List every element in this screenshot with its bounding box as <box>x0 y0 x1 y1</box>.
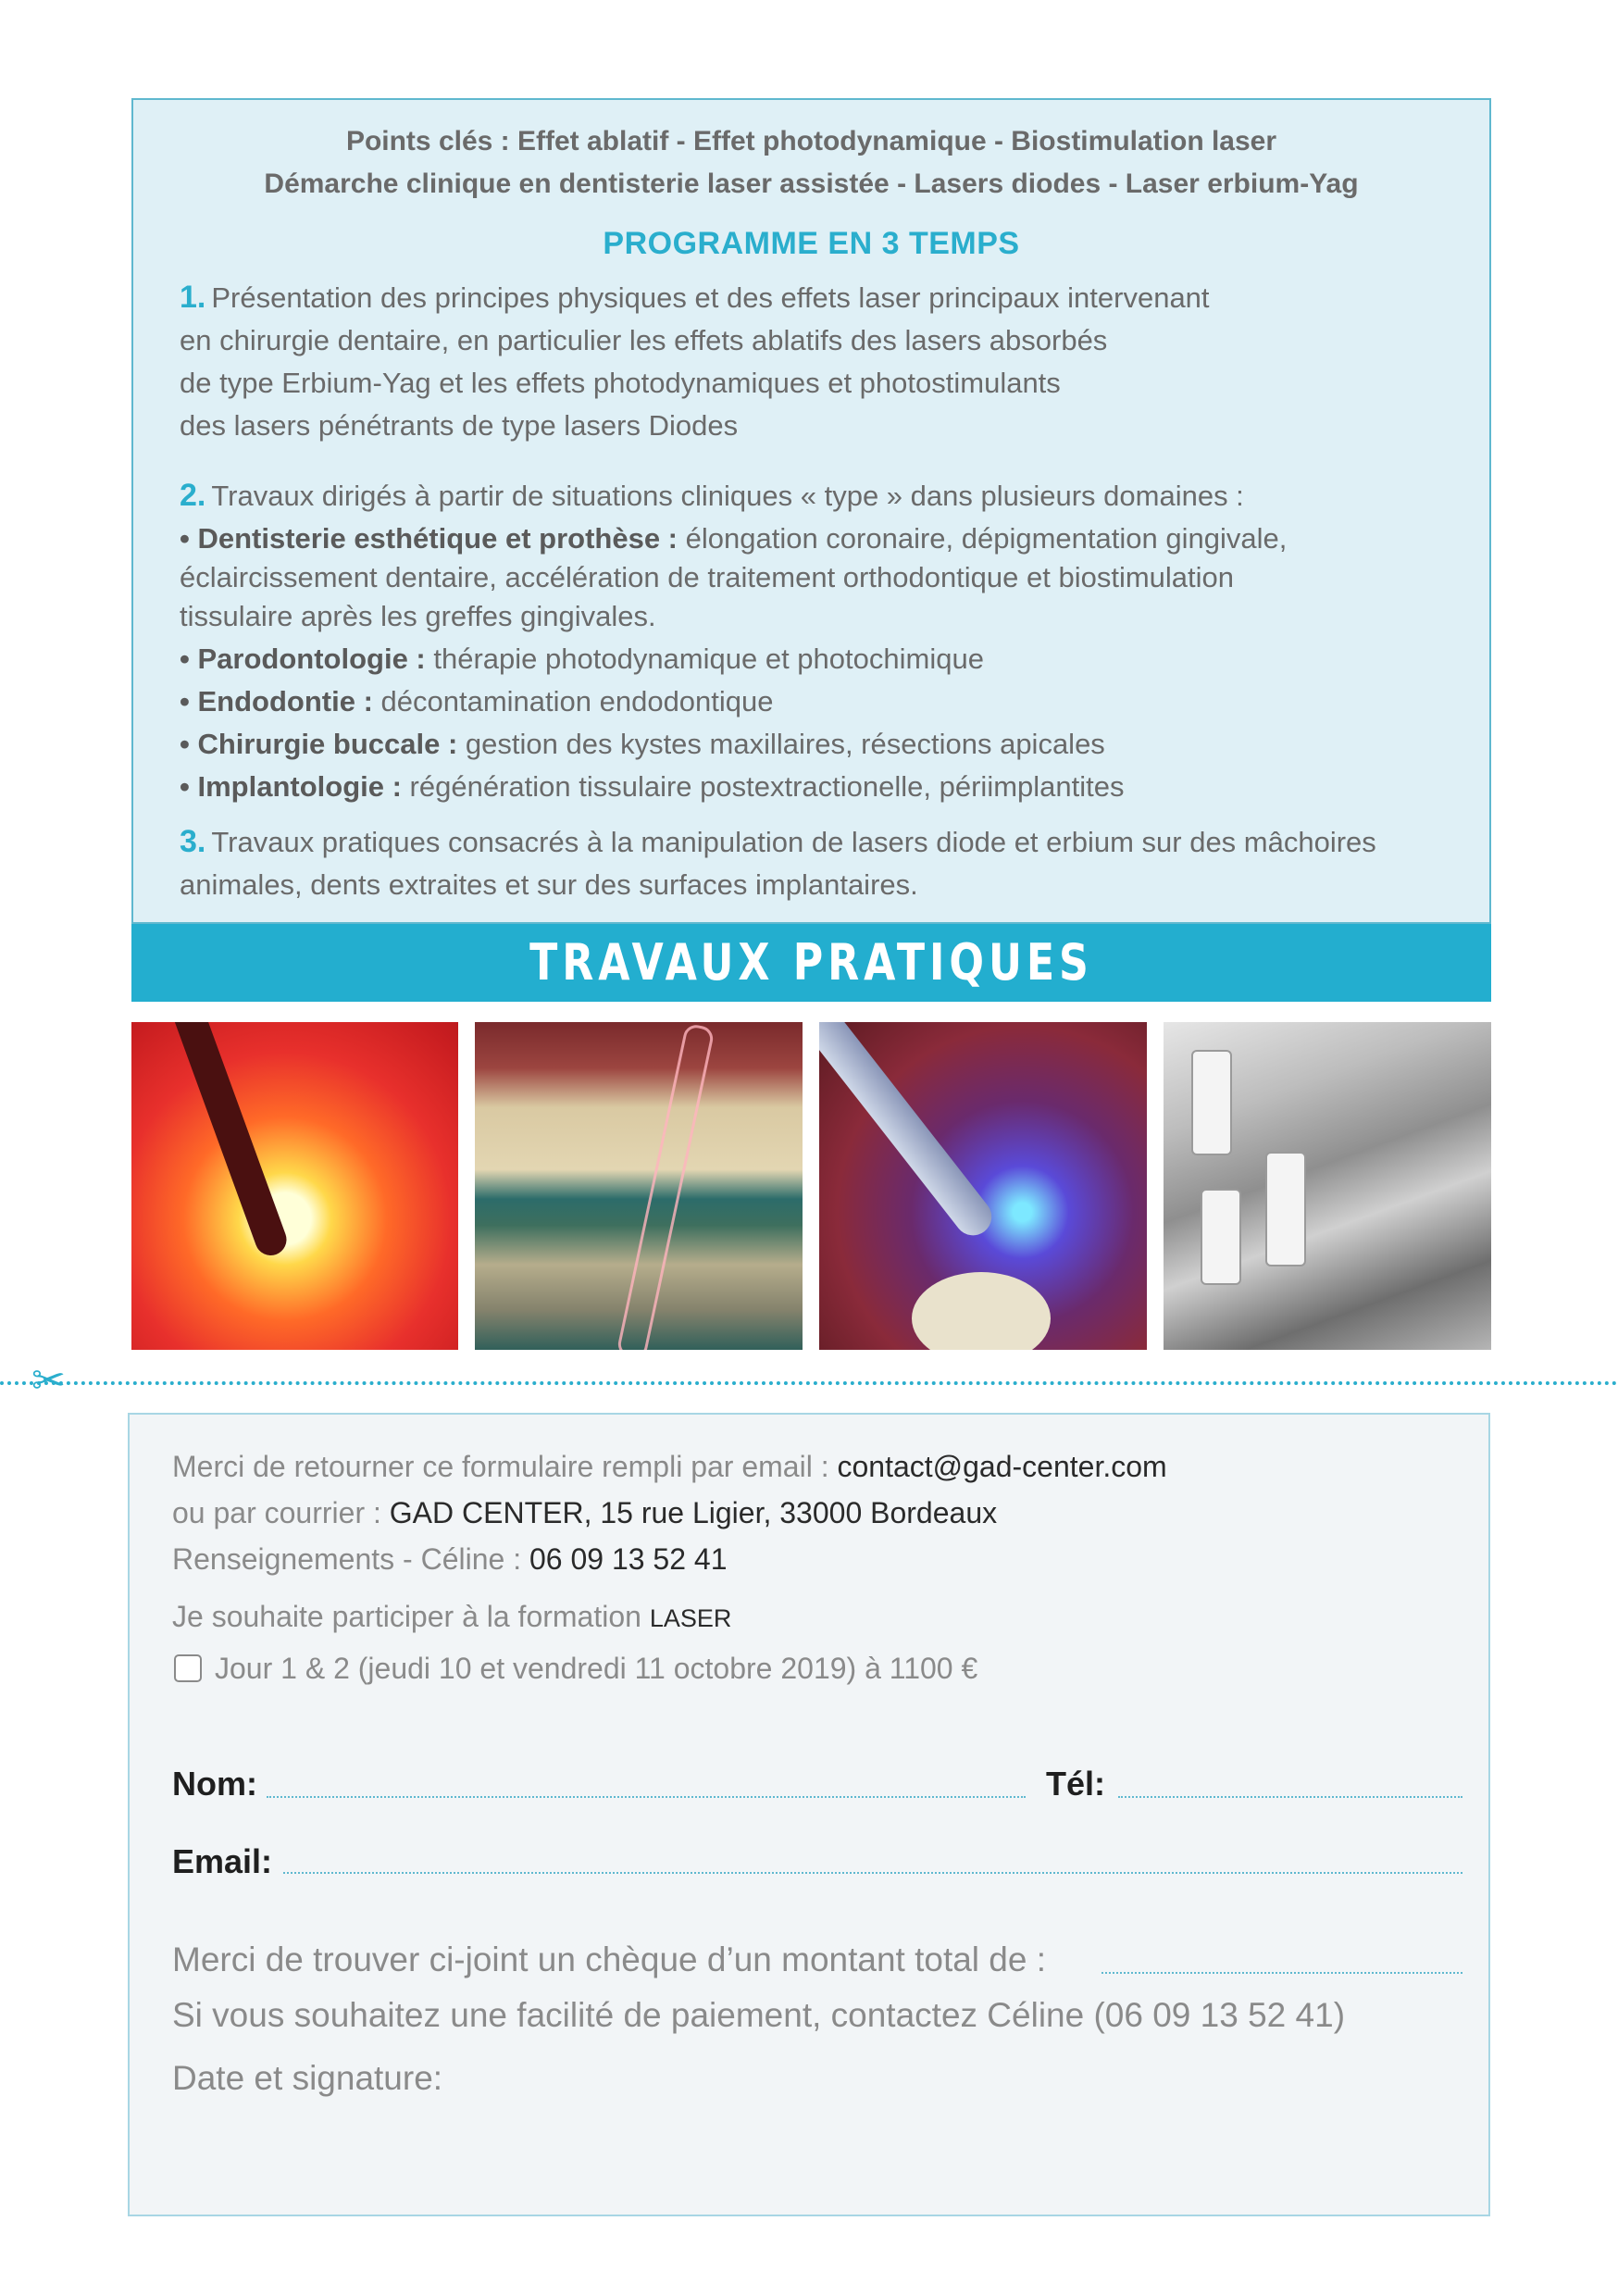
intraoral-laser-photo <box>819 1022 1147 1350</box>
item-3-number: 3. <box>180 824 206 859</box>
bullet-label: Dentisterie esthétique et prothèse : <box>197 522 678 555</box>
bullet-dot: • <box>180 770 190 803</box>
item-2-bullet-parodontologie <box>180 643 984 676</box>
info-phone-number[interactable]: 06 09 13 52 41 <box>529 1542 728 1576</box>
bullet-dot: • <box>180 643 190 675</box>
bullet-dot: • <box>180 685 190 718</box>
laser-tip <box>819 1022 999 1242</box>
training-choice-label: Je souhaite participer à la formation <box>172 1600 650 1633</box>
item-2-bullet-endodontie <box>180 685 774 718</box>
bottle-shape <box>1265 1152 1306 1267</box>
item-2-number: 2. <box>180 478 206 513</box>
item-3-line-2: animales, dents extraites et sur des surfaces implantaires. <box>180 868 918 901</box>
bottle-shape <box>1201 1189 1241 1285</box>
day-option-checkbox[interactable] <box>174 1654 202 1682</box>
programme-box <box>131 98 1491 924</box>
bullet-label: Implantologie : <box>197 770 402 803</box>
return-mail-line <box>172 1496 997 1530</box>
workshop-photo <box>1164 1022 1491 1350</box>
cheque-line: Merci de trouver ci-joint un chèque d’un montant total de : <box>172 1940 1047 1978</box>
tooth-shape <box>912 1272 1051 1350</box>
bullet-label: Endodontie : <box>197 685 373 718</box>
item-2-bullet-chirurgie <box>180 728 1105 761</box>
training-name: LASER <box>649 1604 732 1632</box>
cheque-amount-field[interactable] <box>1101 1972 1462 1974</box>
postal-address: GAD CENTER, 15 rue Ligier, 33000 Bordeaux <box>389 1496 998 1529</box>
item-2-line-intro <box>180 478 1244 514</box>
bullet-dot: • <box>180 522 190 555</box>
return-email-label: Merci de retourner ce formulaire rempli par email : <box>172 1450 838 1483</box>
bullet-label: Chirurgie buccale : <box>197 728 458 760</box>
travaux-pratiques-banner <box>131 924 1491 1002</box>
nom-field[interactable] <box>267 1796 1026 1798</box>
cut-line <box>0 1381 1618 1385</box>
keypoints-line-2: Démarche clinique en dentisterie laser assistée - Lasers diodes - Laser erbium-Yag <box>264 168 1359 199</box>
bullet-label: Parodontologie : <box>197 643 426 675</box>
item-2-bullet-implantologie <box>180 770 1125 804</box>
bullet-text: décontamination endodontique <box>372 685 774 718</box>
item-1-line-2: en chirurgie dentaire, en particulier les effets ablatifs des lasers absorbés <box>180 324 1108 356</box>
item-1-text: Présentation des principes physiques et des effets laser principaux intervenant <box>211 281 1210 314</box>
programme-title: PROGRAMME EN 3 TEMPS <box>603 226 1020 261</box>
bullet-text: élongation coronaire, dépigmentation gingivale, <box>678 522 1288 555</box>
laser-handpiece <box>167 1022 292 1260</box>
email-field[interactable] <box>283 1872 1462 1874</box>
gingival-laser-photo <box>475 1022 803 1350</box>
banner-title: TRAVAUX PRATIQUES <box>529 933 1093 992</box>
item-1-line-4: des lasers pénétrants de type lasers Diodes <box>180 409 739 442</box>
item-1-line-3: de type Erbium-Yag et les effets photodynamiques et photostimulants <box>180 367 1061 399</box>
tel-label: Tél: <box>1046 1765 1106 1803</box>
item-2-bullet-esthetique <box>180 522 1287 555</box>
item-1-line-1 <box>180 280 1210 316</box>
bullet-dot: • <box>180 728 190 760</box>
day-option[interactable] <box>174 1652 977 1686</box>
scissors-icon: ✂ <box>31 1357 66 1404</box>
bullet-text: thérapie photodynamique et photochimique <box>425 643 984 675</box>
return-email-line <box>172 1450 1167 1484</box>
email-label: Email: <box>172 1842 273 1880</box>
item-1-number: 1. <box>180 280 206 315</box>
item-2-bullet-esthetique-cont-1: éclaircissement dentaire, accélération de traitement orthodontique et biostimulation <box>180 561 1235 593</box>
laser-eye-photo <box>131 1022 458 1350</box>
info-phone-label: Renseignements - Céline : <box>172 1542 529 1576</box>
item-2-bullet-esthetique-cont-2: tissulaire après les greffes gingivales. <box>180 600 656 632</box>
laser-fiber <box>616 1023 715 1350</box>
bullet-text: gestion des kystes maxillaires, résections apicales <box>457 728 1105 760</box>
bottle-shape <box>1191 1050 1232 1155</box>
item-3-line-1 <box>180 824 1376 860</box>
bullet-text: régénération tissulaire postextractionelle, périimplantites <box>401 770 1125 803</box>
keypoints-line-1: Points clés : Effet ablatif - Effet photodynamique - Biostimulation laser <box>345 126 1277 156</box>
day-option-label: Jour 1 & 2 (jeudi 10 et vendredi 11 octobre 2019) à 1100 € <box>215 1652 978 1685</box>
signature-label: Date et signature: <box>172 2059 443 2097</box>
tel-field[interactable] <box>1118 1796 1462 1798</box>
item-3-text: Travaux pratiques consacrés à la manipulation de lasers diode et erbium sur des mâchoires <box>211 826 1376 858</box>
registration-form <box>128 1413 1490 2216</box>
info-phone-line <box>172 1542 728 1577</box>
item-2-intro: Travaux dirigés à partir de situations cliniques « type » dans plusieurs domaines : <box>211 480 1244 512</box>
contact-email-link[interactable]: contact@gad-center.com <box>837 1450 1167 1483</box>
return-mail-label: ou par courrier : <box>172 1496 390 1529</box>
nom-label: Nom: <box>172 1765 257 1803</box>
training-choice-line <box>172 1600 731 1634</box>
payment-note: Si vous souhaitez une facilité de paiement, contactez Céline (06 09 13 52 41) <box>172 1996 1346 2034</box>
